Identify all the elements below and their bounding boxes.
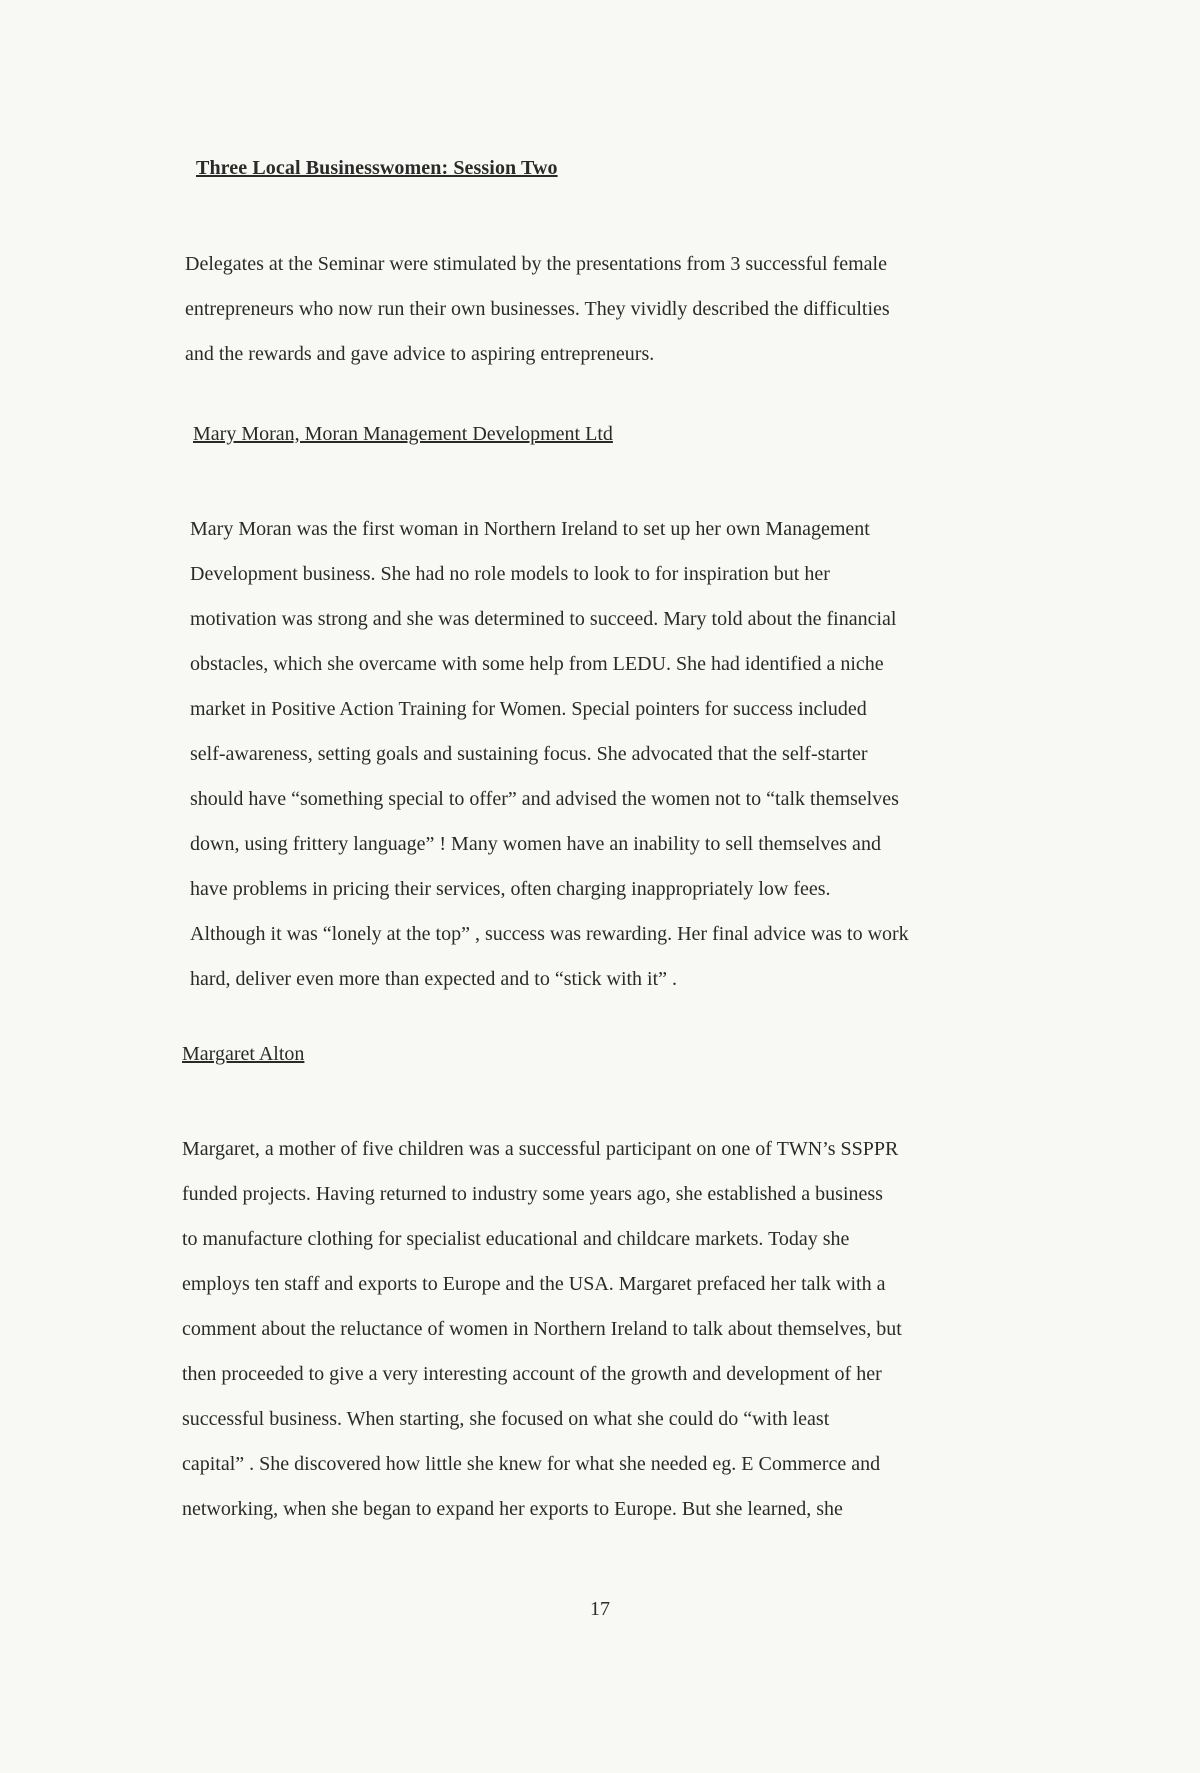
paragraph-line: and the rewards and gave advice to aspiring entrepreneurs.	[185, 343, 655, 365]
paragraph-line: then proceeded to give a very interesting account of the growth and development of her	[182, 1363, 882, 1385]
margaret-alton-paragraph	[182, 1127, 1097, 1532]
paragraph-line: self-awareness, setting goals and sustaining focus. She advocated that the self-starter	[190, 743, 868, 765]
section-title-margaret-alton: Margaret Alton	[182, 1043, 305, 1065]
paragraph-line: Although it was “lonely at the top” , success was rewarding. Her final advice was to work	[190, 923, 909, 945]
paragraph-line: entrepreneurs who now run their own businesses. They vividly described the difficulties	[185, 298, 890, 320]
paragraph-line: capital” . She discovered how little she knew for what she needed eg. E Commerce and	[182, 1453, 881, 1475]
paragraph-line: networking, when she began to expand her exports to Europe. But she learned, she	[182, 1498, 843, 1520]
paragraph-line: Margaret, a mother of five children was a successful participant on one of TWN’s SSPPR	[182, 1138, 899, 1160]
page-number: 17	[590, 1598, 610, 1620]
paragraph-line: down, using frittery language” ! Many women have an inability to sell themselves and	[190, 833, 881, 855]
paragraph-line: Mary Moran was the first woman in Northern Ireland to set up her own Management	[190, 518, 870, 540]
paragraph-line: Delegates at the Seminar were stimulated by the presentations from 3 successful female	[185, 253, 887, 275]
paragraph-line: funded projects. Having returned to industry some years ago, she established a business	[182, 1183, 883, 1205]
paragraph-line: obstacles, which she overcame with some help from LEDU. She had identified a niche	[190, 653, 884, 675]
paragraph-line: successful business. When starting, she focused on what she could do “with least	[182, 1408, 830, 1430]
section-title-mary-moran: Mary Moran, Moran Management Development Ltd	[193, 423, 613, 445]
intro-paragraph	[185, 242, 1100, 377]
mary-moran-paragraph	[190, 507, 1105, 1002]
paragraph-line: to manufacture clothing for specialist educational and childcare markets. Today she	[182, 1228, 850, 1250]
paragraph-line: should have “something special to offer” and advised the women not to “talk themselves	[190, 788, 899, 810]
paragraph-line: motivation was strong and she was determined to succeed. Mary told about the financial	[190, 608, 897, 630]
paragraph-line: have problems in pricing their services, often charging inappropriately low fees.	[190, 878, 831, 900]
page-title: Three Local Businesswomen: Session Two	[196, 157, 558, 179]
paragraph-line: market in Positive Action Training for Women. Special pointers for success included	[190, 698, 867, 720]
paragraph-line: employs ten staff and exports to Europe and the USA. Margaret prefaced her talk with a	[182, 1273, 886, 1295]
paragraph-line: Development business. She had no role models to look to for inspiration but her	[190, 563, 830, 585]
paragraph-line: hard, deliver even more than expected and to “stick with it” .	[190, 968, 678, 990]
paragraph-line: comment about the reluctance of women in Northern Ireland to talk about themselves, but	[182, 1318, 902, 1340]
